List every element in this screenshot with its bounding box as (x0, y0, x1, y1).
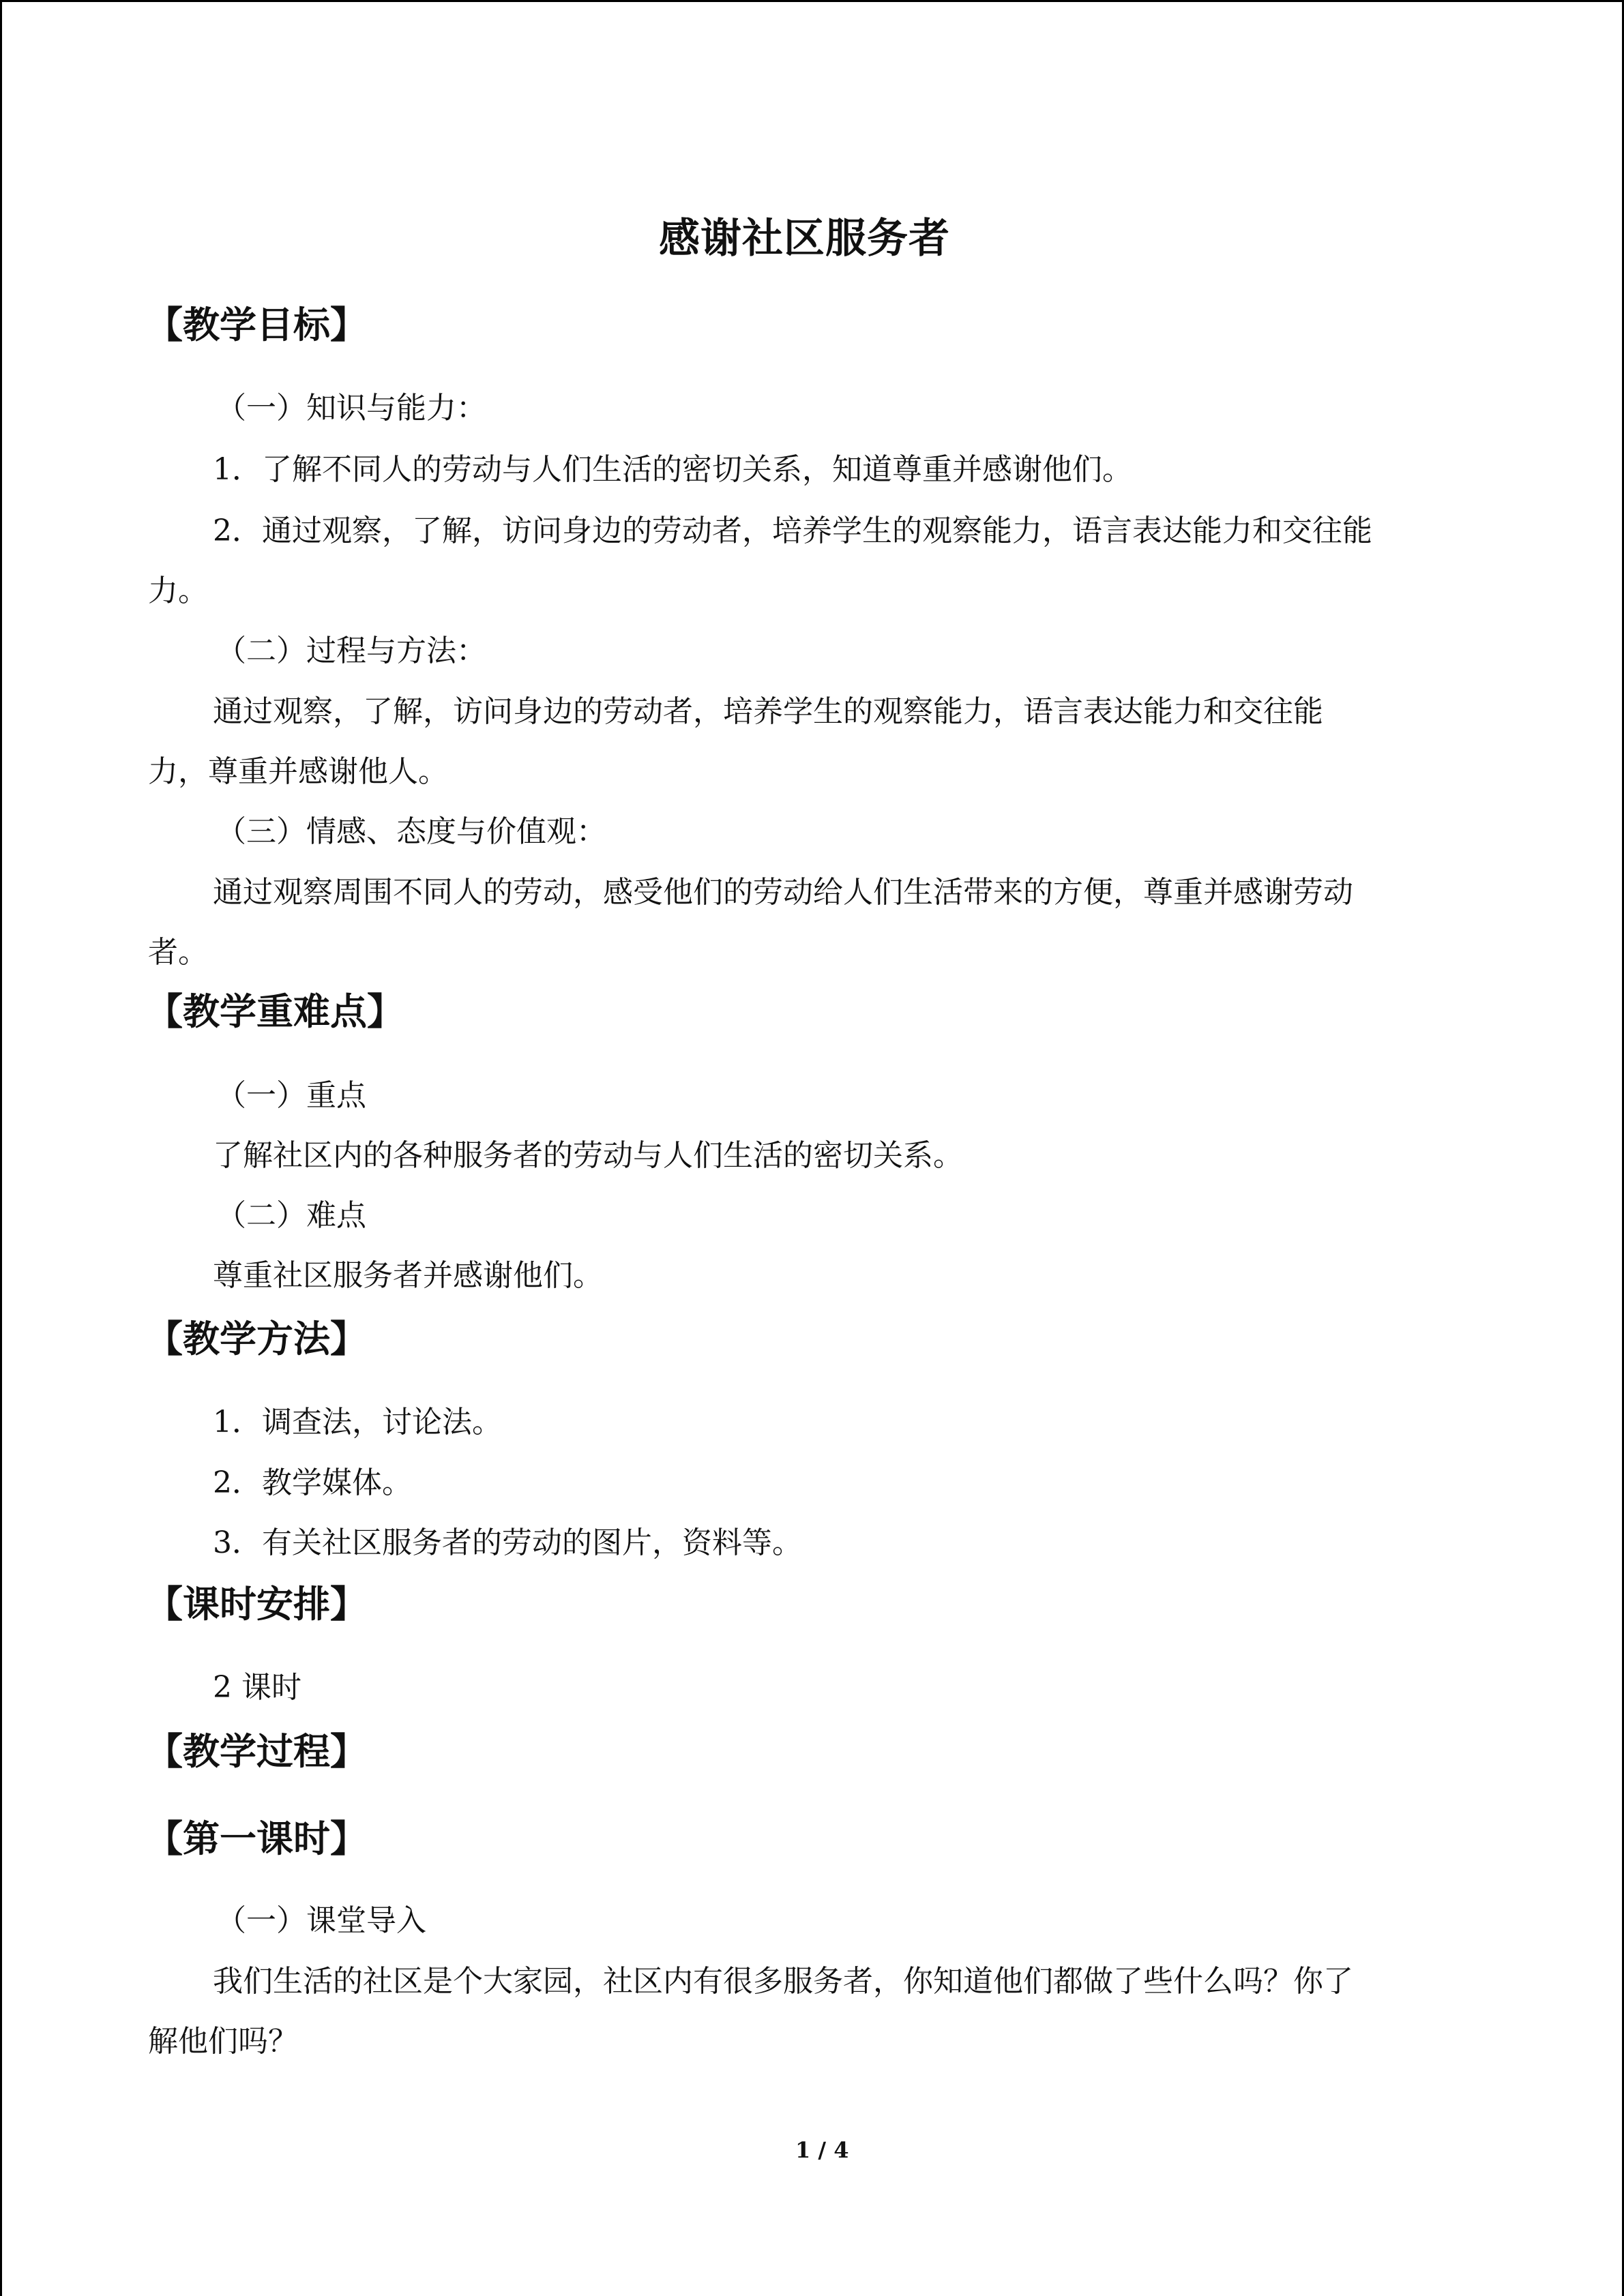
objectives-sub-knowledge: （一）知识与能力： (216, 391, 486, 426)
key-points-focus-text: 了解社区内的各种服务者的劳动与人们生活的密切关系。 (213, 1138, 963, 1173)
objectives-values-line-2: 者。 (148, 935, 208, 970)
objectives-item-1: 1．了解不同人的劳动与人们生活的密切关系，知道尊重并感谢他们。 (213, 452, 1132, 487)
section-heading-lesson-1: 【第一课时】 (146, 1817, 367, 1860)
lesson-1-intro-line-1: 我们生活的社区是个大家园，社区内有很多服务者，你知道他们都做了些什么吗？你了 (213, 1964, 1353, 1999)
objectives-item-2-line-1: 2．通过观察，了解，访问身边的劳动者，培养学生的观察能力，语言表达能力和交往能 (213, 513, 1372, 548)
section-heading-key-points: 【教学重难点】 (146, 990, 404, 1033)
section-heading-schedule: 【课时安排】 (146, 1583, 367, 1626)
objectives-sub-values: （三）情感、态度与价值观： (216, 814, 606, 849)
methods-item-1: 1．调查法，讨论法。 (213, 1405, 502, 1440)
document-title: 感谢社区服务者 (659, 215, 950, 263)
key-points-sub-difficulty: （二）难点 (216, 1198, 366, 1233)
objectives-values-line-1: 通过观察周围不同人的劳动，感受他们的劳动给人们生活带来的方便，尊重并感谢劳动 (213, 875, 1353, 910)
section-heading-methods: 【教学方法】 (146, 1317, 367, 1360)
key-points-sub-focus: （一）重点 (216, 1078, 366, 1113)
lesson-1-sub-intro: （一）课堂导入 (216, 1903, 426, 1938)
key-points-difficulty-text: 尊重社区服务者并感谢他们。 (213, 1258, 603, 1293)
objectives-sub-process: （二）过程与方法： (216, 633, 486, 668)
schedule-text: 2 课时 (213, 1670, 301, 1705)
objectives-process-line-2: 力，尊重并感谢他人。 (148, 754, 448, 789)
lesson-1-intro-line-2: 解他们吗？ (148, 2024, 298, 2059)
page-number: 1 / 4 (795, 2137, 849, 2163)
methods-item-2: 2．教学媒体。 (213, 1465, 412, 1500)
objectives-process-line-1: 通过观察，了解，访问身边的劳动者，培养学生的观察能力，语言表达能力和交往能 (213, 694, 1323, 729)
methods-item-3: 3．有关社区服务者的劳动的图片，资料等。 (213, 1525, 802, 1560)
section-heading-objectives: 【教学目标】 (146, 303, 367, 346)
objectives-item-2-line-2: 力。 (148, 573, 208, 608)
section-heading-process: 【教学过程】 (146, 1730, 367, 1773)
